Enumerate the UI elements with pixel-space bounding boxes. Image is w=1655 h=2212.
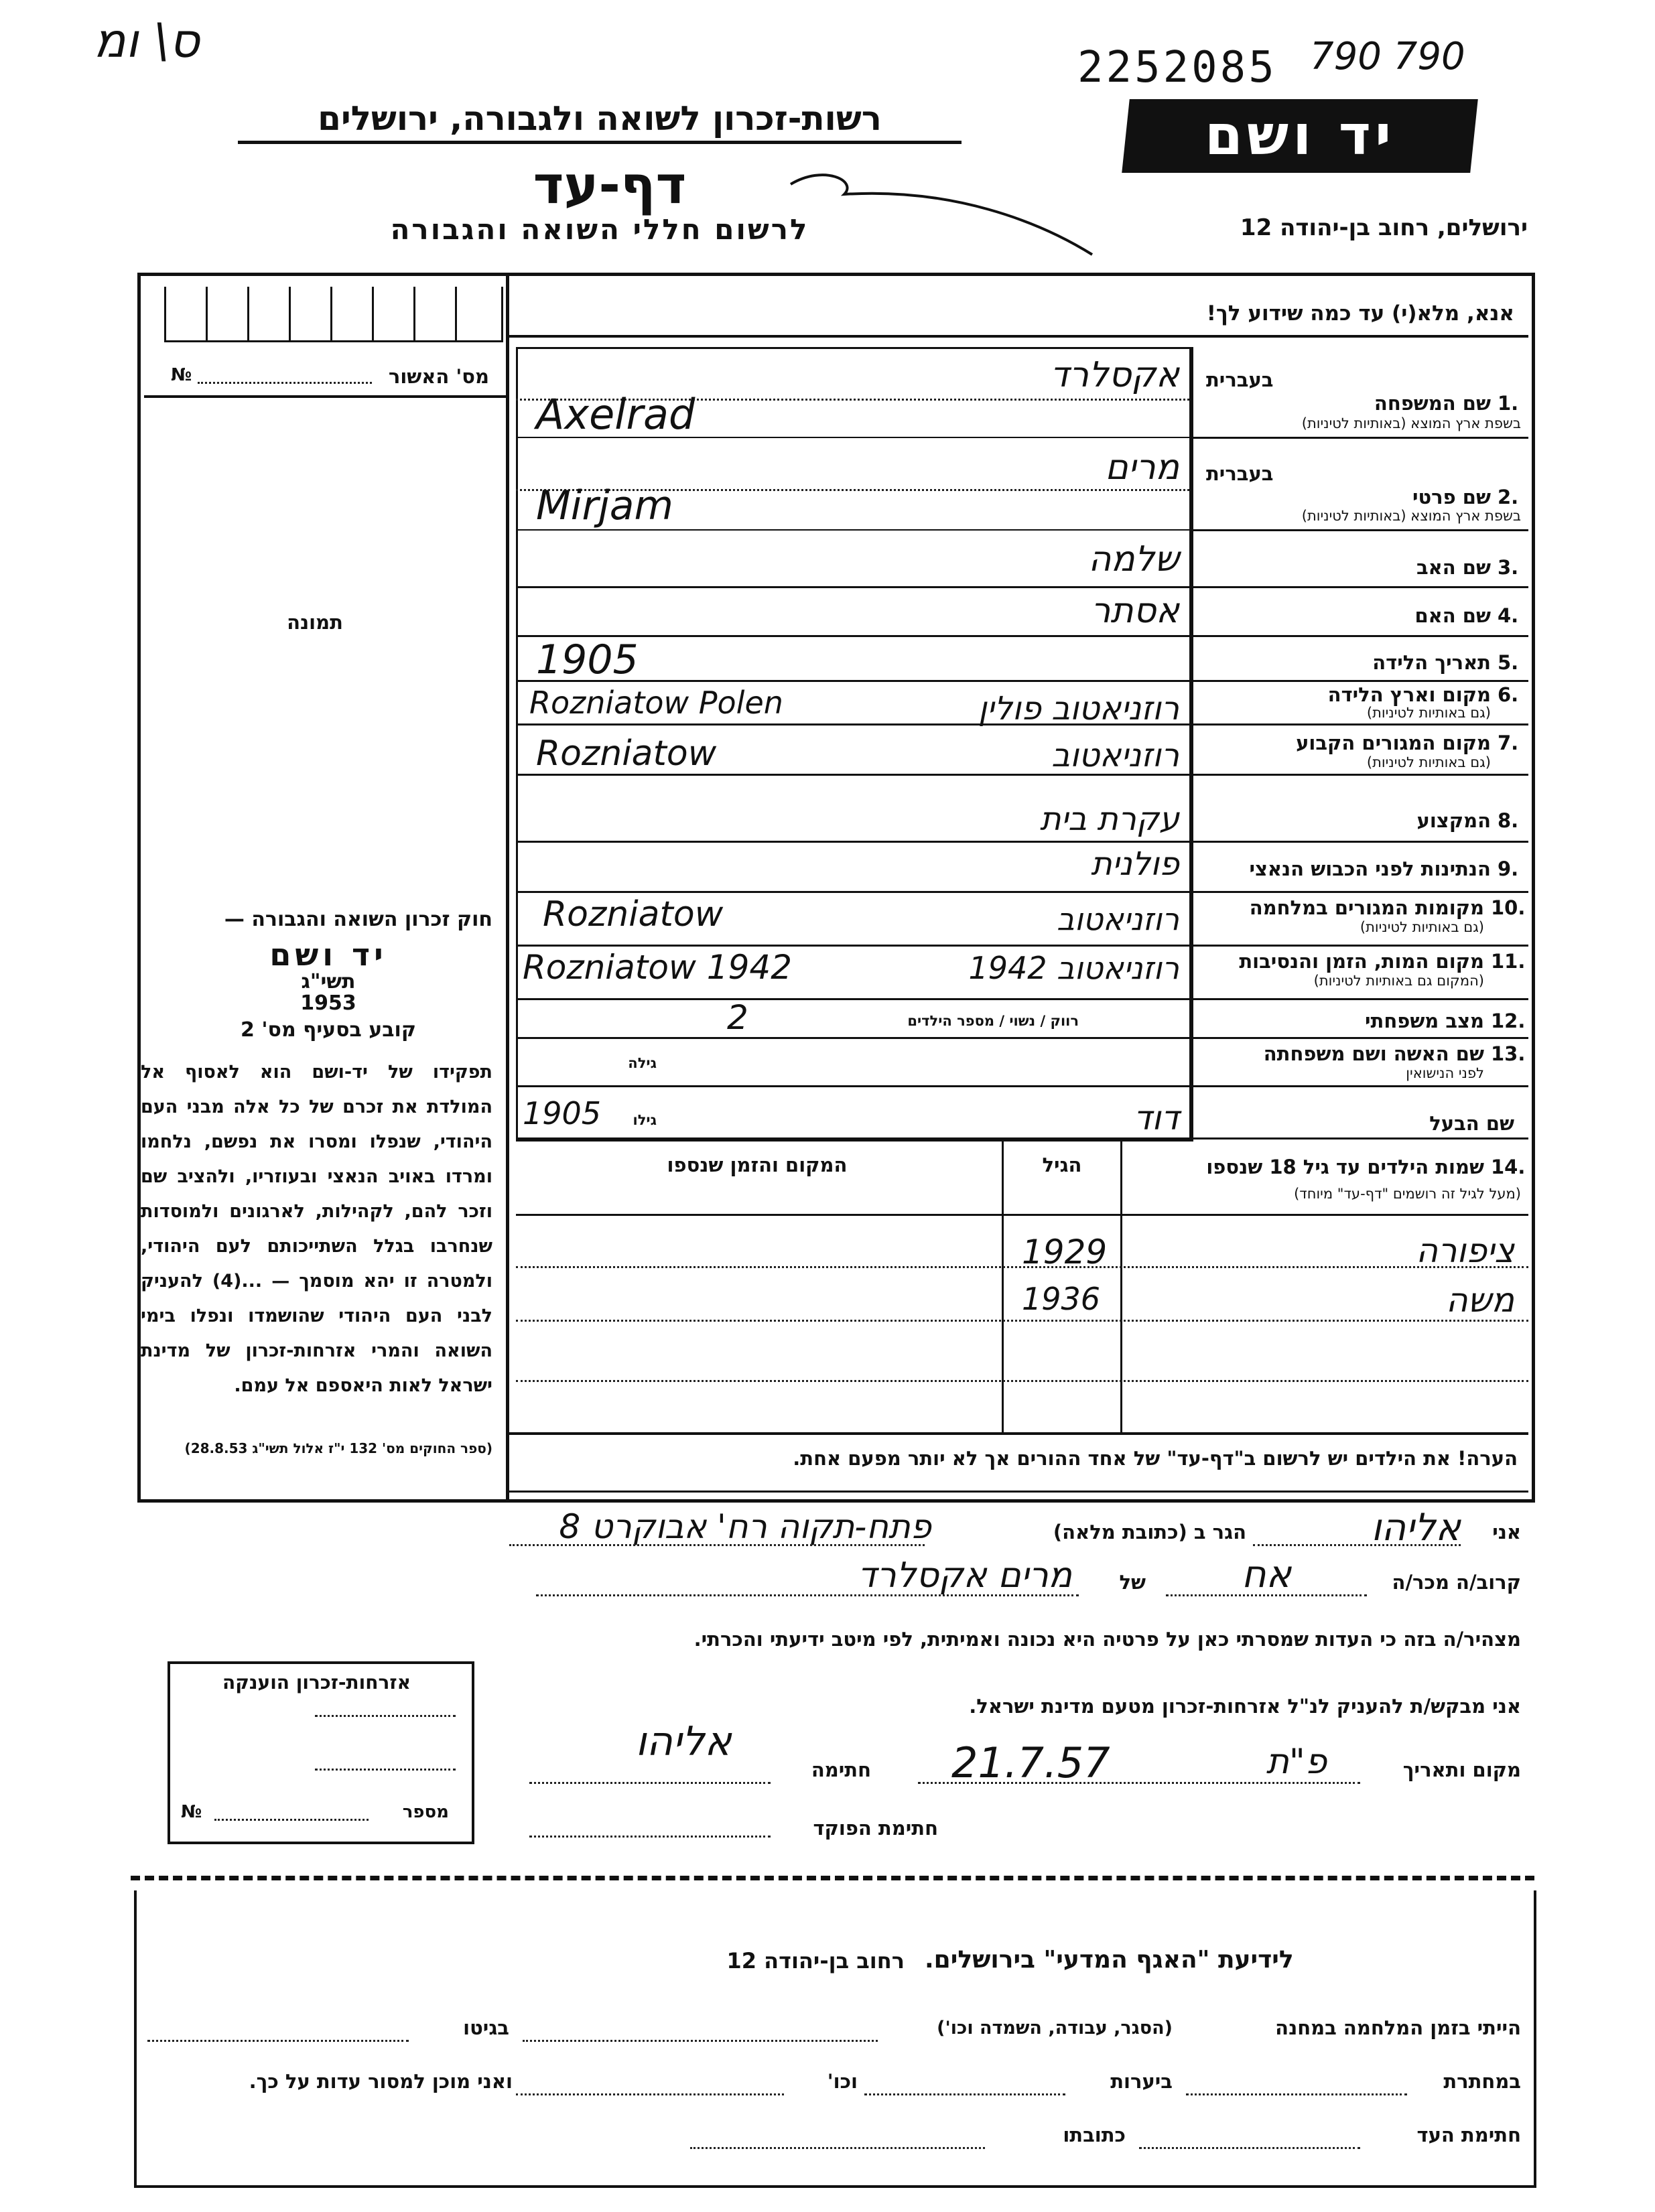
serial-handwritten: 790 790 [1310, 35, 1465, 78]
decl-place-date-label: מקום ותאריך [1402, 1758, 1521, 1781]
field-8-label: המקצוע [1416, 809, 1491, 832]
certificate-box-title: אזרחות-זכרון הוענקה [222, 1671, 411, 1693]
wife-age-label: גילה [628, 1055, 657, 1071]
yad-vashem-logo [1122, 99, 1478, 173]
footer-frame [134, 1890, 1536, 2188]
field-10-label: מקומות המגורים במלחמה [1249, 896, 1484, 919]
field-13-label: שם האשה ושם משפחתה [1263, 1042, 1484, 1065]
wartime-place-latin-value: Rozniatow [543, 894, 724, 935]
decl-ani: אני [1492, 1521, 1521, 1543]
header-address: ירושלים, רחוב בן-יהודה 12 [1240, 214, 1528, 241]
death-place-latin-value: Rozniatow 1942 [523, 948, 793, 987]
footer-camp-types: (הסגר, עבודה, השמדה וכו') [937, 2018, 1173, 2038]
residence-hebrew-value: רוזניאטוב [1051, 737, 1179, 774]
residence-latin-value: Rozniatow [536, 734, 717, 774]
field-12-number: 12. [1491, 1010, 1526, 1032]
pen-stroke-mark [784, 161, 1099, 261]
decl-signature-label: חתימה [811, 1758, 871, 1781]
children-note: הערה! את הילדים יש לרשום ב"דף-עד" של אחד ההורים אך לא יותר מפעם אחת. [793, 1447, 1518, 1470]
law-clause: קובע בסעיף מס' 2 [241, 1018, 416, 1042]
field-1-label: שם המשפחה [1374, 392, 1491, 415]
relation-value: אח [1241, 1553, 1292, 1596]
decl-certify: מצהיר/ה בזה כי העדות שמסרתי כאן על פרטיה היא נכונה ואמיתית, לפי מיטב ידיעתי והכרתי. [693, 1628, 1521, 1651]
field-6-sub: (גם באותיות לטיניות) [1366, 705, 1491, 721]
footer-witness-address-label: כתובתו [1063, 2124, 1126, 2146]
witness-name-value: אליהו [1371, 1506, 1461, 1549]
serial-number: 2252085 [1077, 43, 1277, 92]
footer-ghetto-label: בגיטו [463, 2016, 509, 2039]
wartime-place-hebrew-value: רוזניאטוב [1057, 901, 1179, 937]
field-5-label: תאריך הלידה [1372, 651, 1491, 674]
marital-options: רווק / נשוי / מספר הילדים [907, 1013, 1079, 1029]
law-year-heb: תשי"ג [301, 970, 356, 993]
decl-officer-signature-label: חתימת הפוקד [813, 1817, 938, 1840]
footer-etc-label: וכו' [827, 2070, 858, 2093]
husband-name-value: דוד [1133, 1099, 1179, 1137]
field-11-sub: (המקום גם באותיות לטיניות) [1313, 973, 1484, 989]
law-year: 1953 [300, 991, 356, 1015]
field-6-label: מקום וארץ הלידה [1327, 683, 1491, 706]
field-2-number: 2. [1498, 486, 1519, 508]
law-reference: (ספר החוקים מס' 132 י"ז אלול תשי"ג 28.8.53) [184, 1440, 492, 1456]
in-hebrew-label-1: בעברית [1206, 368, 1274, 391]
footer-camp-label: הייתי בזמן המלחמה במחנה [1275, 2016, 1521, 2039]
form-instruction: אנא, מלא(י) עד כמה שידוע לך! [1206, 301, 1514, 326]
certificate-number-sign: № [181, 1802, 202, 1822]
date-value: 21.7.57 [951, 1738, 1110, 1787]
birth-date-value: 1905 [536, 636, 639, 683]
father-name-value: שלמה [1088, 539, 1179, 579]
birth-place-latin-value: Rozniatow Polen [529, 685, 783, 721]
approval-boxes [164, 287, 499, 340]
death-place-hebrew-value: רוזניאטוב 1942 [968, 950, 1179, 986]
handwritten-corner-mark: ס\ ומ [94, 13, 200, 68]
footer-title: לידיעת "האגף המדעי" בירושלים. [925, 1946, 1294, 1974]
photo-label: תמונה [287, 611, 343, 634]
approval-number-label: מס' האשור [388, 365, 489, 388]
field-9-label: הנתינות לפני הכבוש הנאצי [1249, 857, 1491, 880]
field-7-label: מקום המגורים הקבוע [1296, 732, 1491, 754]
husband-age-value: 1905 [523, 1095, 602, 1131]
children-count-value: 2 [727, 998, 748, 1037]
husband-age-label: גילו [633, 1112, 657, 1128]
child-2-name-value: משה [1445, 1281, 1514, 1320]
child-2-year-value: 1936 [1022, 1281, 1101, 1317]
decl-of-label: של [1119, 1571, 1146, 1594]
witness-address-value: פתח-תקוה רח' אבוקרט 8 [559, 1507, 931, 1546]
field-9-number: 9. [1498, 857, 1519, 880]
form-subtitle: לרשום חללי השואה והגבורה [390, 213, 809, 246]
field-10-sub: (גם באותיות לטיניות) [1360, 919, 1484, 935]
field-3-label: שם האב [1416, 556, 1491, 579]
profession-value: עקרת בית [1039, 801, 1179, 838]
footer-forests-label: ביערות [1110, 2070, 1173, 2093]
logo-text: יד ושם [1204, 104, 1396, 167]
field-14-sub: (מעל לגיל זה רושמים "דף-עד" מיוחד) [1294, 1186, 1521, 1202]
field-13-number: 13. [1491, 1042, 1526, 1065]
native-lang-label-2: בשפת ארץ המוצא (באותיות לטיניות) [1301, 508, 1521, 524]
field-4-number: 4. [1498, 604, 1519, 627]
field-6-number: 6. [1498, 683, 1519, 706]
surname-hebrew-value: אקסלרד [1050, 355, 1179, 395]
field-4-label: שם האם [1414, 604, 1491, 627]
age-column-header: הגיל [1042, 1154, 1082, 1176]
certificate-number-label: מספר [402, 1802, 449, 1822]
field-14-label: שמות הילדים עד גיל 18 שנספו [1206, 1156, 1484, 1178]
witness-signature: אליהו [635, 1718, 732, 1765]
place-value: פ"ת [1266, 1742, 1327, 1782]
tear-off-separator [131, 1876, 1534, 1880]
given-latin-value: Mirjam [536, 482, 673, 529]
citizenship-value: פולנית [1091, 845, 1179, 883]
place-time-column-header: המקום והזמן שנספו [667, 1154, 848, 1176]
field-1-number: 1. [1498, 392, 1519, 415]
form-title: דף-עד [533, 155, 687, 216]
field-10-number: 10. [1491, 896, 1526, 919]
field-14-number: 14. [1491, 1156, 1526, 1178]
field-3-number: 3. [1498, 556, 1519, 579]
footer-underground-label: במחתרת [1443, 2070, 1521, 2093]
field-7-sub: (גם באותיות לטיניות) [1366, 754, 1491, 770]
native-lang-label-1: בשפת ארץ המוצא (באותיות לטיניות) [1301, 415, 1521, 431]
field-5-number: 5. [1498, 651, 1519, 674]
decl-request: אני מבקש/ת להעניק לנ"ל אזרחות-זכרון מטעם מדינת ישראל. [969, 1695, 1521, 1718]
approval-number-sign: № [171, 365, 192, 385]
field-13-sub: לפני הנישואין [1406, 1065, 1484, 1081]
surname-latin-value: Axelrad [536, 390, 696, 439]
decl-resident-label: הגר ב (כתובת מלאה) [1053, 1521, 1246, 1543]
field-11-label: מקום המות, הזמן והנסיבות [1239, 950, 1484, 973]
in-hebrew-label-2: בעברית [1206, 462, 1274, 485]
child-1-name-value: ציפורה [1416, 1231, 1514, 1270]
authority-title: רשות-זכרון לשואה ולגבורה, ירושלים [238, 99, 962, 144]
field-2-label: שם פרטי [1412, 486, 1491, 508]
birth-place-hebrew-value: רוזניאטוב פולין [978, 690, 1179, 728]
relative-of-value: מרים אקסלרד [857, 1556, 1072, 1596]
decl-relative-label: קרוב/ה מכר/ה [1392, 1571, 1521, 1594]
law-text: תפקידו של יד-ושם הוא לאסוף אל המולדת את זכרם של כל אלה מבני העם היהודי, שנפלו ומסרו את נפשם, נלחמו ומרדו באויב הנאצי ובעוזריו, ולהציב שם וזכר להם, לקהילות, לארגונים ולמוסדות שנחרבו בגלל השתייכותם לעם היהודי, ולמטרה זו יהא מוסמך — ...(4) להעניק לבני העם היהודי שהושמדו ונפלו בימי השואה והמרי אזרחות-זכרון של מדינת ישראל לאות היאספם אל עמם. [141, 1062, 493, 1396]
husband-name-label: שם הבעל [1429, 1112, 1514, 1135]
given-hebrew-value: מרים [1105, 447, 1179, 488]
child-1-year-value: 1929 [1022, 1233, 1108, 1271]
mother-name-value: אסתר [1090, 591, 1179, 631]
field-11-number: 11. [1491, 950, 1526, 973]
law-name: יד ושם [269, 937, 387, 973]
law-title: חוק זכרון השואה והגבורה — [224, 908, 492, 931]
footer-address: רחוב בן-יהודה 12 [726, 1948, 905, 1974]
field-7-number: 7. [1498, 732, 1519, 754]
field-8-number: 8. [1498, 809, 1519, 832]
footer-witness-signature-label: חתימת העד [1416, 2124, 1521, 2146]
footer-ready-testify: ואני מוכן למסור עדות על כך. [249, 2070, 513, 2093]
field-12-label: מצב משפחתי [1364, 1010, 1484, 1032]
